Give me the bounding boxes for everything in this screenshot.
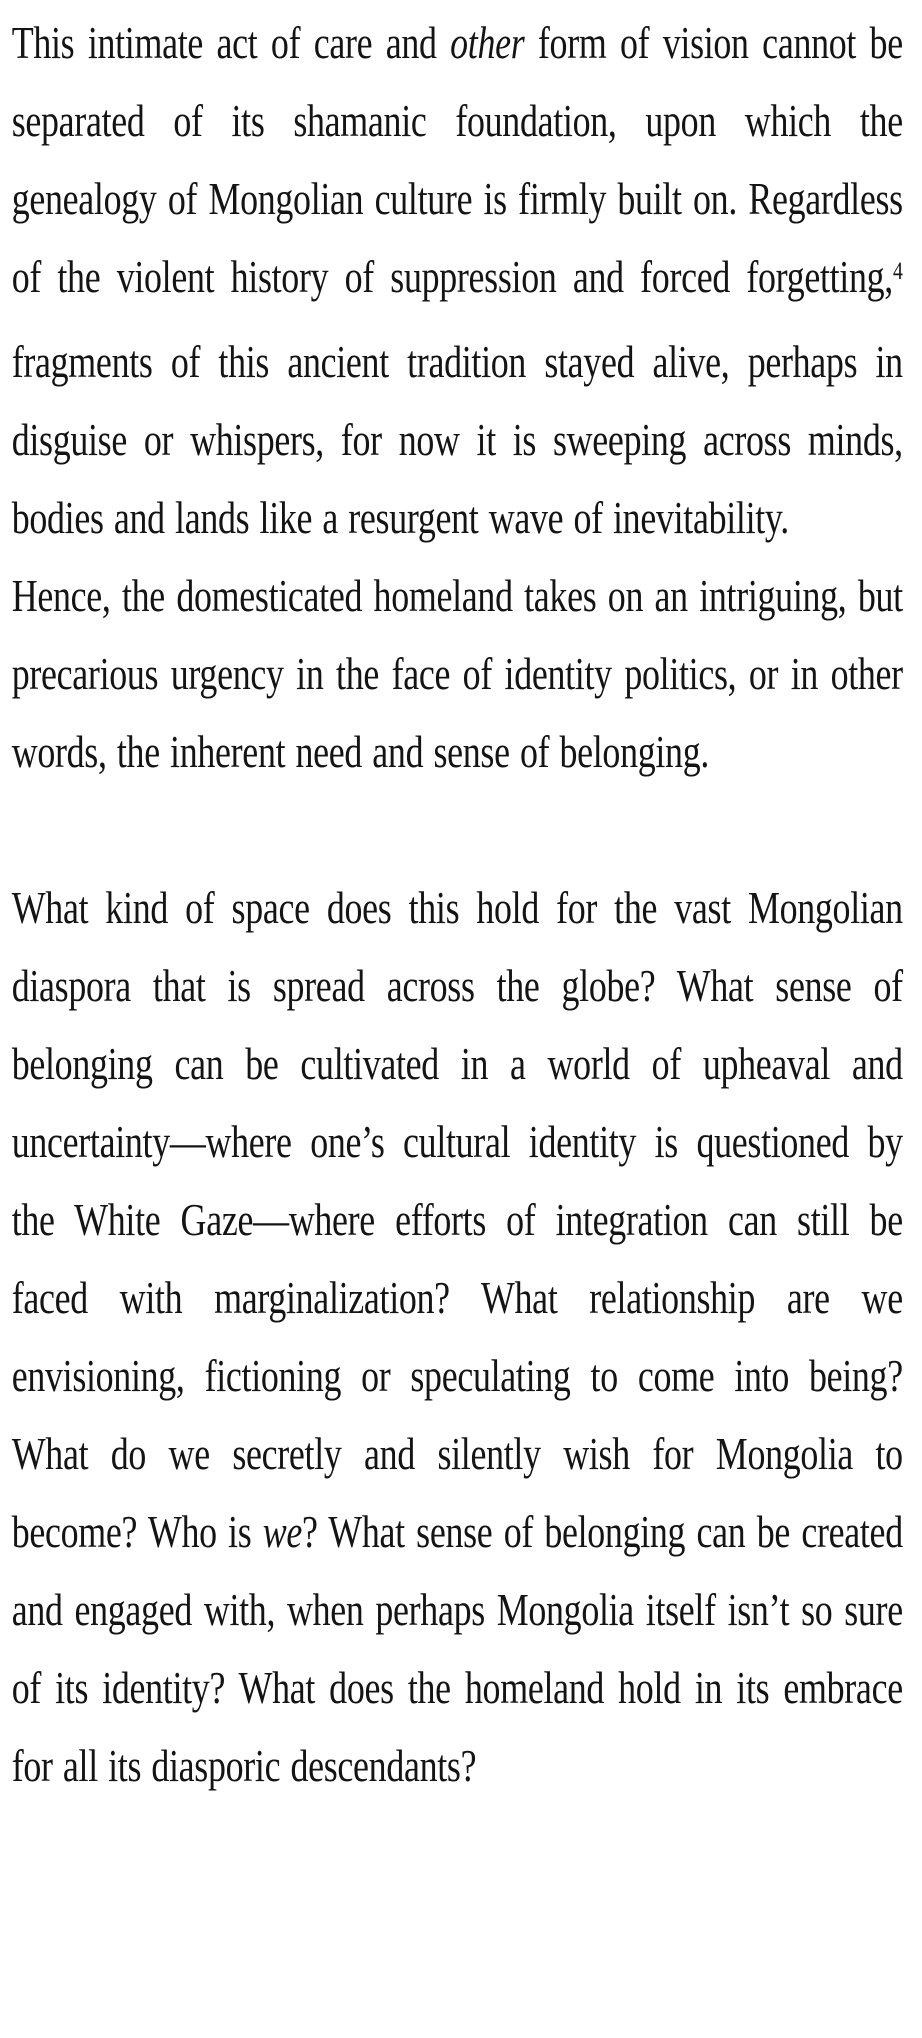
text-run: Hence, the domesticated homeland takes on an intriguing, but precarious urgency in the face of identity politics, or in other words, the inherent need and sense of belonging.: [11, 570, 903, 777]
text-run: This intimate act of care and: [11, 17, 451, 68]
paragraph-shamanic-foundation: [12, 4, 903, 557]
text-run: What kind of space does this hold for the vast Mongolian diaspora that is spread across the globe? What sense of belonging can be cultivated in a world of upheaval and uncertainty—where one’s cultural identity is questioned by the White Gaze—where efforts of integration can still be faced with marginalization? What relationship are we envisioning, fictioning or speculating to come into being? What do we secretly and silently wish for Mongolia to become? Who is: [11, 882, 903, 1557]
paragraph-domesticated-homeland: [12, 557, 903, 791]
text-run: ? What sense of belonging can be created and engaged with, when perhaps Mongolia itself isn’t so sure of its identity? What does the homeland hold in its embrace for all its diasporic descendants?: [11, 1506, 903, 1791]
paragraph-diaspora-questions: [12, 869, 903, 1805]
italic-emphasis-other: other: [450, 17, 525, 68]
text-run: fragments of this ancient tradition stayed alive, perhaps in disguise or whispers, for now it is sweeping across minds, bodies and lands like a resurgent wave of inevitability.: [11, 336, 903, 543]
text-run: form of vision cannot be separated of its shamanic foundation, upon which the genealogy of Mongolian culture is firmly built on. Regardless of the violent history of suppression and forced forgetting,: [11, 17, 903, 302]
italic-emphasis-we: we: [262, 1506, 303, 1557]
footnote-marker-4: 4: [892, 257, 903, 286]
